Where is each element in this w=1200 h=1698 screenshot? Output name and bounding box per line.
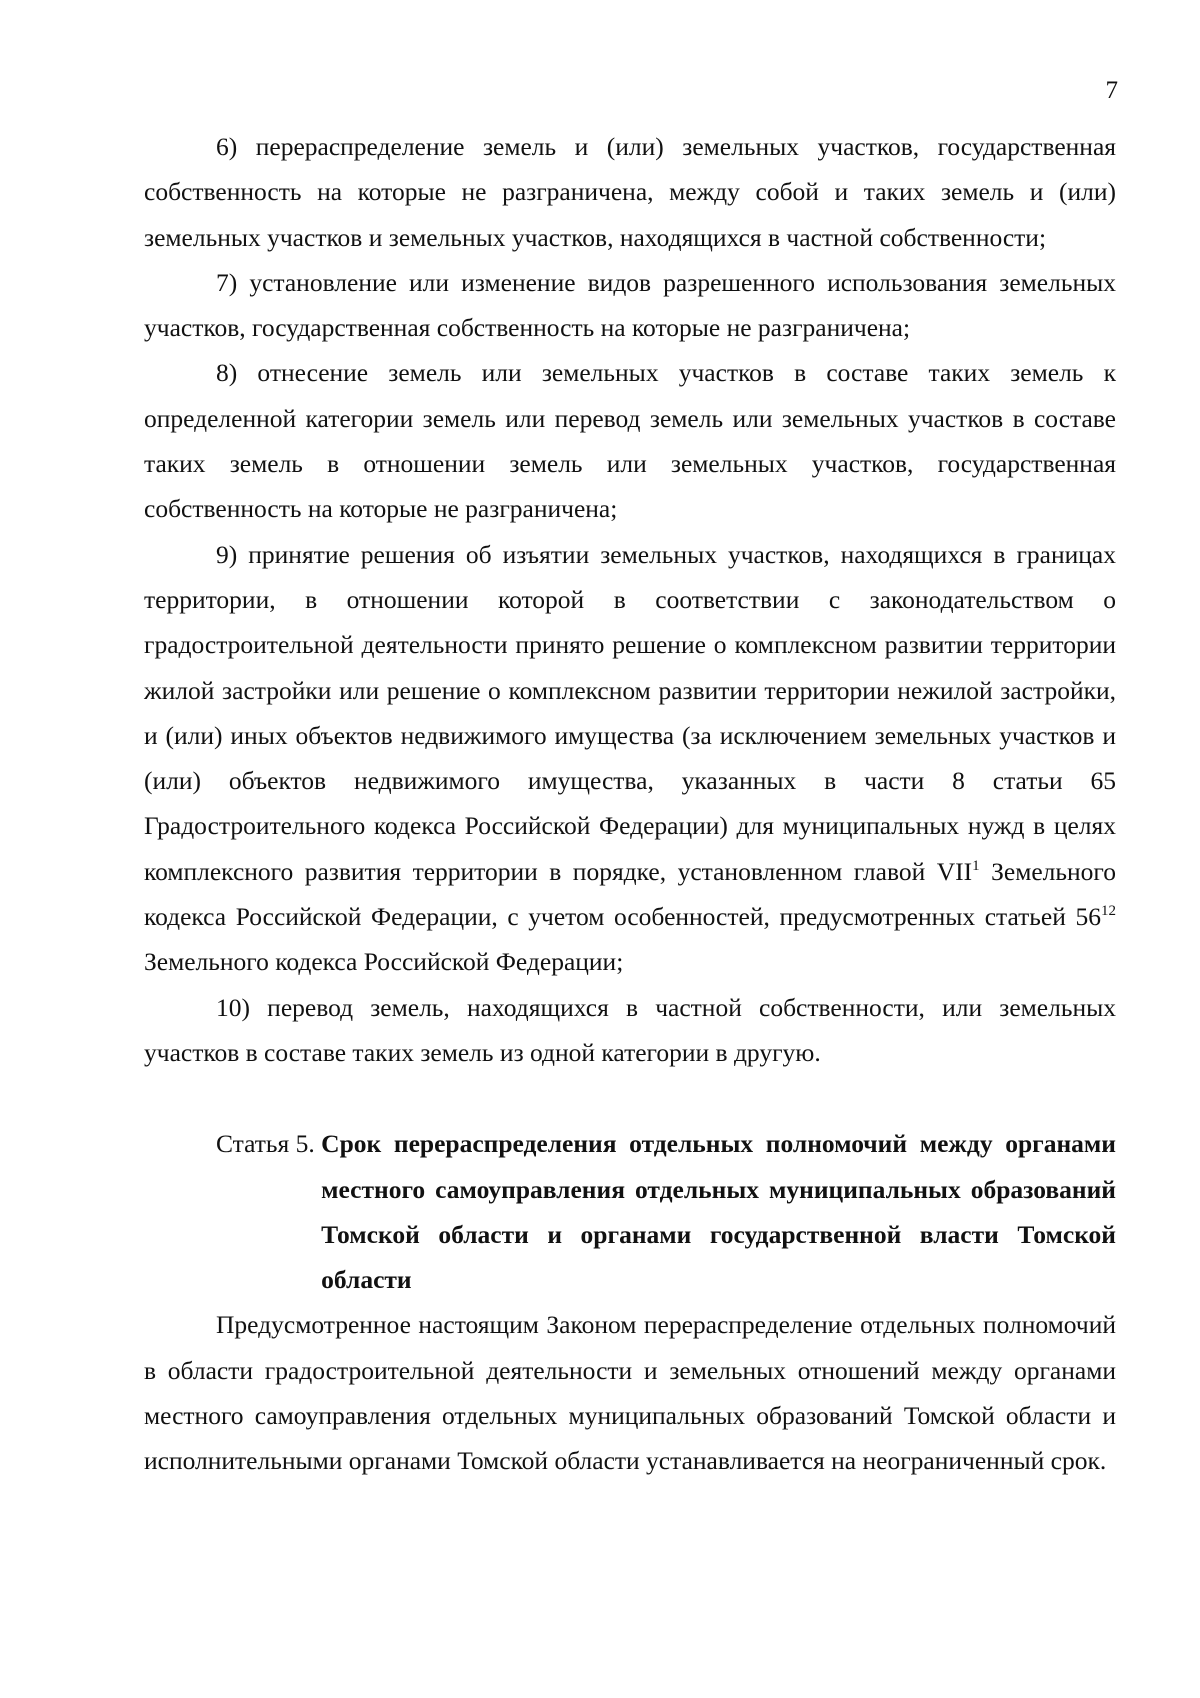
article-label: Статья 5. xyxy=(216,1129,322,1159)
list-item-10: 10) перевод земель, находящихся в частной собственности, или земельных участков в составе таких земель из одной категории в другую. xyxy=(144,992,1116,1067)
article-title xyxy=(321,1121,1116,1302)
list-item-9-text-part1: 9) принятие решения об изъятии земельных участков, находящихся в границах территории, в отношении которой в соответствии с законодательством о градостроительной деятельности принято решение о комплексном развитии территории жилой застройки или решение о комплексном развитии территории нежилой застройки, и (или) иных объектов недвижимого имущества (за исключением земельных участков и (или) объектов недвижимого имущества, указанных в части 8 статьи 65 Градостроительного кодекса Российской Федерации) для муниципальных нужд в целях комплексного развития территории в порядке, установленном главой VII xyxy=(144,539,1116,886)
list-item-9 xyxy=(144,532,1116,985)
list-item-8: 8) отнесение земель или земельных участков в составе таких земель к определенной категории земель или перевод земель или земельных участков в составе таких земель в отношении земель или земельных участков, государственная собственность на которые не разграничена; xyxy=(144,358,1116,524)
article-superscript: 12 xyxy=(1101,903,1116,920)
list-item-7: 7) установление или изменение видов разрешенного использования земельных участков, государственная собственность на которые не разграничена; xyxy=(144,267,1116,343)
chapter-superscript: 1 xyxy=(972,857,980,874)
list-item-6: 6) перераспределение земель и (или) земельных участков, государственная собственность на которые не разграничена, между собой и таких земель и (или) земельных участков и земельных участков, находящихся в частной собственности; xyxy=(144,132,1116,252)
article-title-rest: местного самоуправления отдельных муниципальных образований Томской области и органами государственной власти Томской области xyxy=(321,1174,1116,1295)
article-heading xyxy=(144,1121,1116,1302)
list-item-9-text-part3: Земельного кодекса Российской Федерации; xyxy=(144,947,624,977)
page-number: 7 xyxy=(1105,77,1118,104)
list-item-9-text-part2: Земельного кодекса Российской Федерации, с учетом особенностей, предусмотренных статьей 56 xyxy=(144,856,1117,932)
article-title-line1: Срок перераспределения отдельных полномочий между органами xyxy=(321,1129,1116,1159)
article-body: Предусмотренное настоящим Законом перераспределение отдельных полномочий в области градостроительной деятельности и земельных отношений между органами местного самоуправления отдельных муниципальных образований Томской области и исполнительными органами Томской области устанавливается на неограниченный срок. xyxy=(144,1310,1116,1476)
document-body xyxy=(144,124,1116,1484)
